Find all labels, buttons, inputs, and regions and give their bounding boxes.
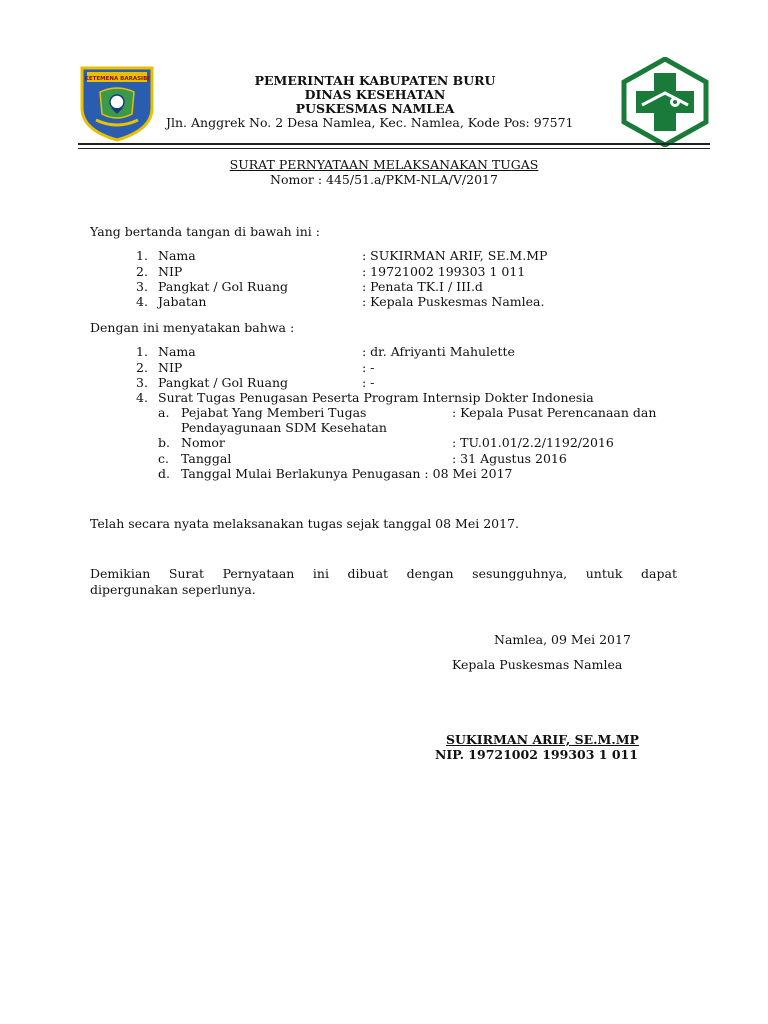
item-value: : Kepala Pusat Perencanaan dan [452, 405, 657, 420]
field-label: Pangkat / Gol Ruang [158, 279, 289, 294]
item-letter: b. [158, 435, 170, 450]
assignment-label: Surat Tugas Penugasan Peserta Program Internsip Dokter Indonesia [158, 390, 594, 405]
assignment-row [0, 390, 768, 405]
puskesmas-cross-icon [620, 57, 710, 147]
field-value: : Penata TK.I / III.d [362, 279, 483, 294]
field-num: 3. [136, 279, 148, 294]
assignment-item [0, 451, 768, 466]
field-label: NIP [158, 360, 183, 375]
emblem-text: KETEMENA BARASIBI [84, 76, 150, 82]
field-label: Nama [158, 344, 196, 359]
closing-line-2: dipergunakan seperlunya. [90, 582, 256, 597]
field-value: : - [362, 375, 375, 390]
field-num: 4. [136, 390, 148, 405]
header-line-2: DINAS KESEHATAN [304, 87, 446, 102]
assignment-item [0, 435, 768, 450]
field-value: : - [362, 360, 375, 375]
field-value: : SUKIRMAN ARIF, SE.M.MP [362, 248, 548, 263]
signer-field-row [0, 279, 768, 294]
field-value: : 19721002 199303 1 011 [362, 264, 526, 279]
assignment-item [0, 405, 768, 420]
item-label: Nomor [181, 435, 225, 450]
statement-text: Telah secara nyata melaksanakan tugas sejak tanggal 08 Mei 2017. [90, 516, 520, 531]
item-letter: d. [158, 466, 170, 481]
item-value: : 31 Agustus 2016 [452, 451, 567, 466]
field-label: Nama [158, 248, 196, 263]
signer-field-row [0, 264, 768, 279]
field-label: Jabatan [158, 294, 207, 309]
signer-name: SUKIRMAN ARIF, SE.M.MP [446, 732, 639, 747]
item-label: Tanggal Mulai Berlakunya Penugasan : 08 Mei 2017 [181, 466, 513, 481]
signer-field-row [0, 294, 768, 309]
closing-line-1: Demikian Surat Pernyataan ini dibuat dengan sesungguhnya, untuk dapat [90, 566, 677, 581]
item-value-cont: Pendayagunaan SDM Kesehatan [181, 420, 387, 435]
header-rule-thin [78, 148, 710, 149]
field-num: 3. [136, 375, 148, 390]
field-label: NIP [158, 264, 183, 279]
field-num: 1. [136, 344, 148, 359]
field-label: Pangkat / Gol Ruang [158, 375, 289, 390]
letter-number: Nomor : 445/51.a/PKM-NLA/V/2017 [270, 172, 498, 187]
header-address: Jln. Anggrek No. 2 Desa Namlea, Kec. Namlea, Kode Pos: 97571 [166, 115, 574, 130]
header-rule-thick [78, 143, 710, 145]
item-value: : TU.01.01/2.2/1192/2016 [452, 435, 614, 450]
regency-emblem-icon [78, 64, 156, 142]
field-num: 4. [136, 294, 148, 309]
field-value: : Kepala Puskesmas Namlea. [362, 294, 545, 309]
subject-field-row [0, 375, 768, 390]
item-label: Pejabat Yang Memberi Tugas [181, 405, 367, 420]
field-num: 2. [136, 360, 148, 375]
item-letter: a. [158, 405, 170, 420]
item-letter: c. [158, 451, 169, 466]
signer-position: Kepala Puskesmas Namlea [452, 657, 623, 672]
signer-field-row [0, 248, 768, 263]
field-num: 1. [136, 248, 148, 263]
field-num: 2. [136, 264, 148, 279]
signer-nip: NIP. 19721002 199303 1 011 [435, 747, 638, 762]
declare-intro-text: Dengan ini menyatakan bahwa : [90, 320, 295, 335]
assignment-item [0, 466, 768, 481]
item-label: Tanggal [181, 451, 232, 466]
letter-title: SURAT PERNYATAAN MELAKSANAKAN TUGAS [229, 157, 539, 172]
header-line-3: PUSKESMAS NAMLEA [295, 101, 455, 116]
assignment-item-cont [0, 420, 768, 435]
subject-field-row [0, 360, 768, 375]
header-line-1: PEMERINTAH KABUPATEN BURU [254, 73, 496, 88]
intro-text: Yang bertanda tangan di bawah ini : [90, 224, 320, 239]
place-date: Namlea, 09 Mei 2017 [494, 632, 631, 647]
subject-field-row [0, 344, 768, 359]
field-value: : dr. Afriyanti Mahulette [362, 344, 515, 359]
